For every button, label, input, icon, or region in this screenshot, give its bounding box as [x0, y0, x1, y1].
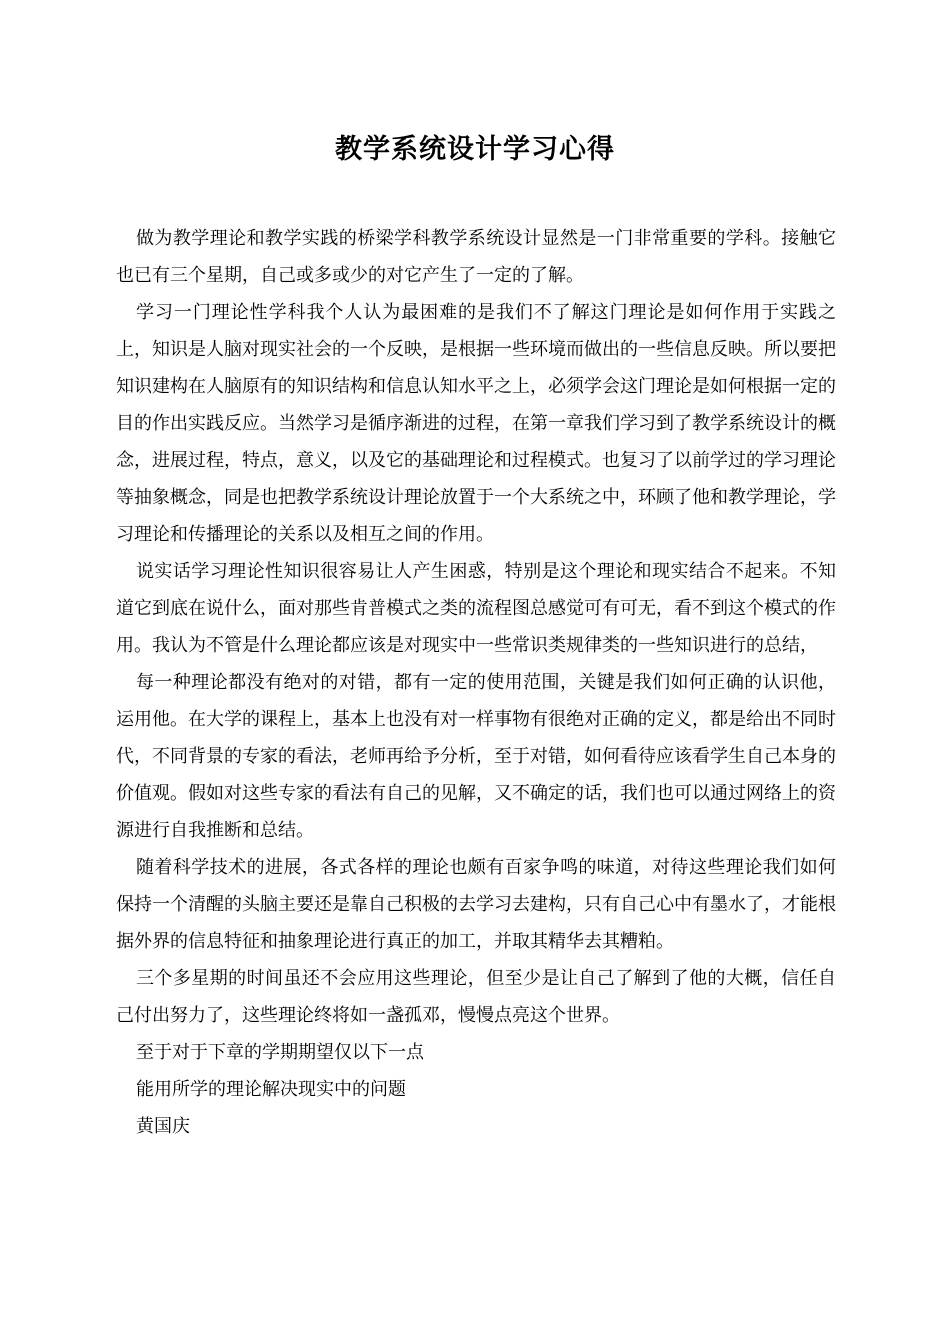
paragraph-6: 三个多星期的时间虽还不会应用这些理论，但至少是让自己了解到了他的大概，信任自己付出努力了，这些理论终将如一盏孤邓，慢慢点亮这个世界。 [116, 968, 836, 1026]
document-title: 教学系统设计学习心得 [335, 134, 615, 165]
closing-line-expectation: 至于对于下章的学期期望仅以下一点 [136, 1042, 424, 1063]
paragraph-5: 随着科学技术的进展，各式各样的理论也颇有百家争鸣的味道，对待这些理论我们如何保持一个清醒的头脑主要还是靠自己积极的去学习去建构，只有自己心中有墨水了，才能根据外界的信息特征和抽象理论进行真正的加工，并取其精华去其糟粕。 [116, 857, 836, 952]
closing-line-goal: 能用所学的理论解决现实中的问题 [136, 1079, 406, 1100]
author-name: 黄国庆 [136, 1116, 190, 1137]
paragraph-1: 做为教学理论和教学实践的桥梁学科教学系统设计显然是一门非常重要的学科。接触它也已有三个星期，自己或多或少的对它产生了一定的了解。 [116, 228, 836, 286]
paragraph-4: 每一种理论都没有绝对的对错，都有一定的使用范围，关键是我们如何正确的认识他，运用他。在大学的课程上，基本上也没有对一样事物有很绝对正确的定义，都是给出不同时代，不同背景的专家的看法，老师再给予分析，至于对错，如何看待应该看学生自己本身的价值观。假如对这些专家的看法有自己的见解，又不确定的话，我们也可以通过网络上的资源进行自我推断和总结。 [116, 672, 836, 841]
document-body [116, 220, 836, 1145]
paragraph-3: 说实话学习理论性知识很容易让人产生困惑，特别是这个理论和现实结合不起来。不知道它到底在说什么，面对那些肯普模式之类的流程图总感觉可有可无，看不到这个模式的作用。我认为不管是什么理论都应该是对现实中一些常识类规律类的一些知识进行的总结， [116, 561, 836, 656]
paragraph-2: 学习一门理论性学科我个人认为最困难的是我们不了解这门理论是如何作用于实践之上，知识是人脑对现实社会的一个反映，是根据一些环境而做出的一些信息反映。所以要把知识建构在人脑原有的知识结构和信息认知水平之上，必须学会这门理论是如何根据一定的目的作出实践反应。当然学习是循序渐进的过程，在第一章我们学习到了教学系统设计的概念，进展过程，特点，意义，以及它的基础理论和过程模式。也复习了以前学过的学习理论等抽象概念，同是也把教学系统设计理论放置于一个大系统之中，环顾了他和教学理论，学习理论和传播理论的关系以及相互之间的作用。 [116, 302, 836, 545]
